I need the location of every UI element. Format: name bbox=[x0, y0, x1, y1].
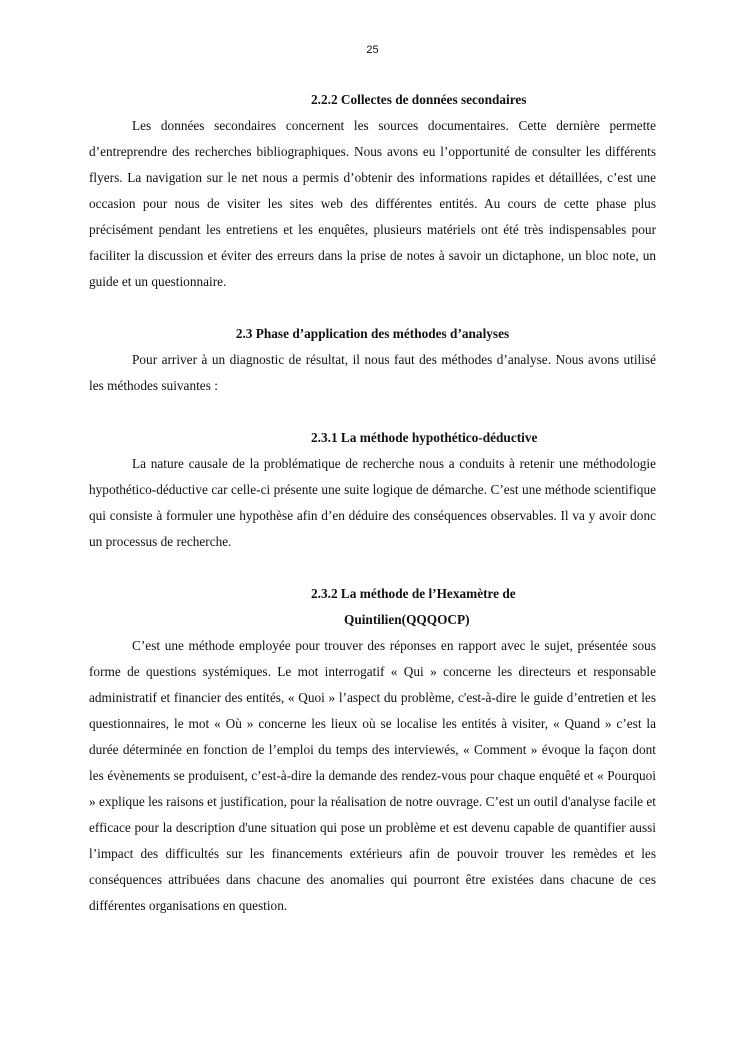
paragraph-hexametre-quintilien: C’est une méthode employée pour trouver des réponses en rapport avec le sujet, présentée sous forme de questions systémiques. Le mot interrogatif « Qui » concerne les directeurs et responsable administratif et financier des entités, « Quoi » l’aspect du problème, c'est-à-dire le guide d’entretien et les questionnaires, le mot « Où » concerne les lieux où se localise les entités à visiter, « Quand » c’est la durée déterminée en fonction de l’emploi du temps des interviewés, « Comment » évoque la façon dont les évènements se produisent, c’est-à-dire la demande des rendez-vous pour chaque enquêté et « Pourquoi » explique les raisons et justification, pour la réalisation de notre ouvrage. C’est un outil d'analyse facile et efficace pour la description d'une situation qui pose un problème et est devenu capable de quantifier aussi l’impact des difficultés sur les financements extérieurs afin de pouvoir trouver les remèdes et les conséquences attribuées dans chacune des anomalies qui pourront être existées dans chacune de ces différentes organisations en question. bbox=[89, 638, 656, 913]
spacer bbox=[89, 399, 656, 425]
spacer bbox=[89, 295, 656, 321]
heading-2-2-2: 2.2.2 Collectes de données secondaires bbox=[311, 92, 527, 107]
heading-2-3-2 bbox=[89, 581, 656, 633]
page-number: 25 bbox=[366, 44, 379, 56]
heading-2-3-2-line1: 2.3.2 La méthode de l’Hexamètre de bbox=[311, 586, 516, 601]
spacer bbox=[89, 555, 656, 581]
heading-2-3-1: 2.3.1 La méthode hypothético-déductive bbox=[311, 430, 538, 445]
paragraph-hypothetico-deductive: La nature causale de la problématique de recherche nous a conduits à retenir une méthodologie hypothético-déductive car celle-ci présente une suite logique de démarche. C’est une méthode scientifique qui consiste à formuler une hypothèse afin d’en déduire des conséquences observables. Il va y avoir donc un processus de recherche. bbox=[89, 456, 656, 549]
heading-2-3-2-line2: Quintilien(QQQOCP) bbox=[344, 612, 470, 627]
heading-2-3: 2.3 Phase d’application des méthodes d’analyses bbox=[235, 326, 510, 341]
paragraph-analysis-methods: Pour arriver à un diagnostic de résultat, il nous faut des méthodes d’analyse. Nous avons utilisé les méthodes suivantes : bbox=[89, 352, 656, 393]
document-body bbox=[89, 87, 656, 919]
paragraph-secondary-data: Les données secondaires concernent les sources documentaires. Cette dernière permette d’entreprendre des recherches bibliographiques. Nous avons eu l’opportunité de consulter les différents flyers. La navigation sur le net nous a permis d’obtenir des informations rapides et détaillées, c’est une occasion pour nous de visiter les sites web des différentes entités. Au cours de cette phase plus précisément pendant les entretiens et les enquêtes, plusieurs matériels ont été très indispensables pour faciliter la discussion et éviter des erreurs dans la prise de notes à savoir un dictaphone, un bloc note, un guide et un questionnaire. bbox=[89, 118, 656, 289]
